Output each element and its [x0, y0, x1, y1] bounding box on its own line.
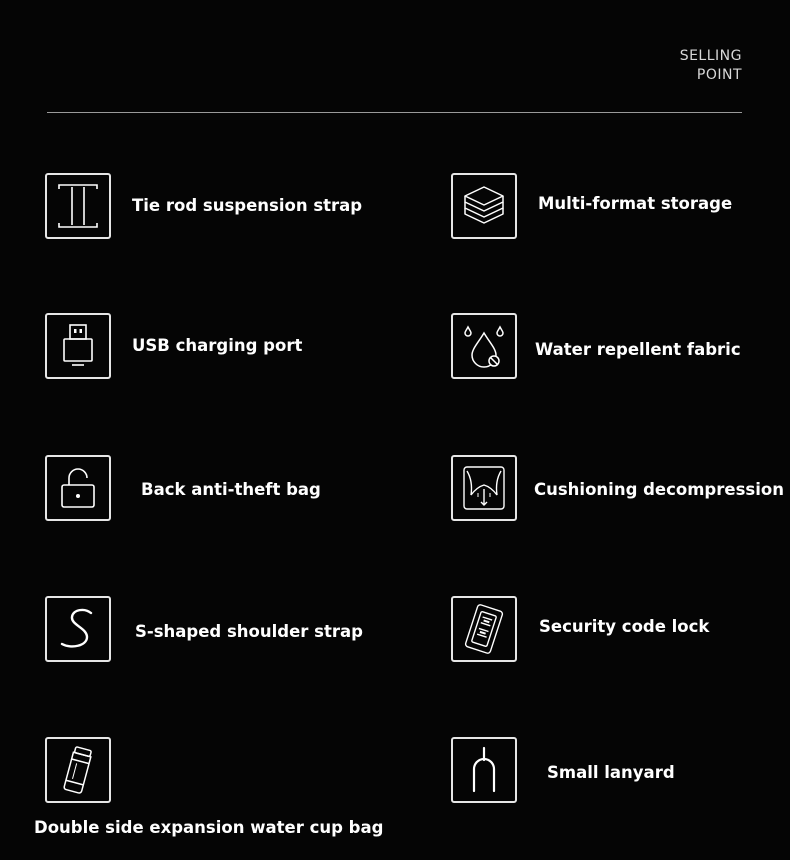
feature-label-storage: Multi-format storage [538, 194, 733, 213]
feature-label-cushioning: Cushioning decompression [534, 480, 784, 499]
water-drop-icon [451, 313, 517, 379]
feature-label-lanyard: Small lanyard [547, 763, 675, 782]
header-line-1: SELLING [679, 48, 742, 64]
layers-icon [451, 173, 517, 239]
usb-icon [45, 313, 111, 379]
feature-label-s-strap: S-shaped shoulder strap [135, 622, 363, 641]
feature-label-tie-rod: Tie rod suspension strap [132, 196, 363, 215]
feature-label-code-lock: Security code lock [539, 617, 710, 636]
lanyard-icon [451, 737, 517, 803]
feature-label-anti-theft: Back anti-theft bag [141, 480, 321, 499]
header-line-2: POINT [696, 67, 742, 83]
water-cup-icon [45, 737, 111, 803]
tie-rod-icon [45, 173, 111, 239]
padlock-icon [45, 455, 111, 521]
header-divider [47, 112, 742, 113]
feature-label-water-cup: Double side expansion water cup bag [34, 818, 384, 837]
code-lock-icon [451, 596, 517, 662]
feature-label-water: Water repellent fabric [535, 340, 741, 359]
feature-label-usb: USB charging port [132, 336, 303, 355]
cushion-icon [451, 455, 517, 521]
section-header [680, 47, 742, 85]
s-strap-icon [45, 596, 111, 662]
